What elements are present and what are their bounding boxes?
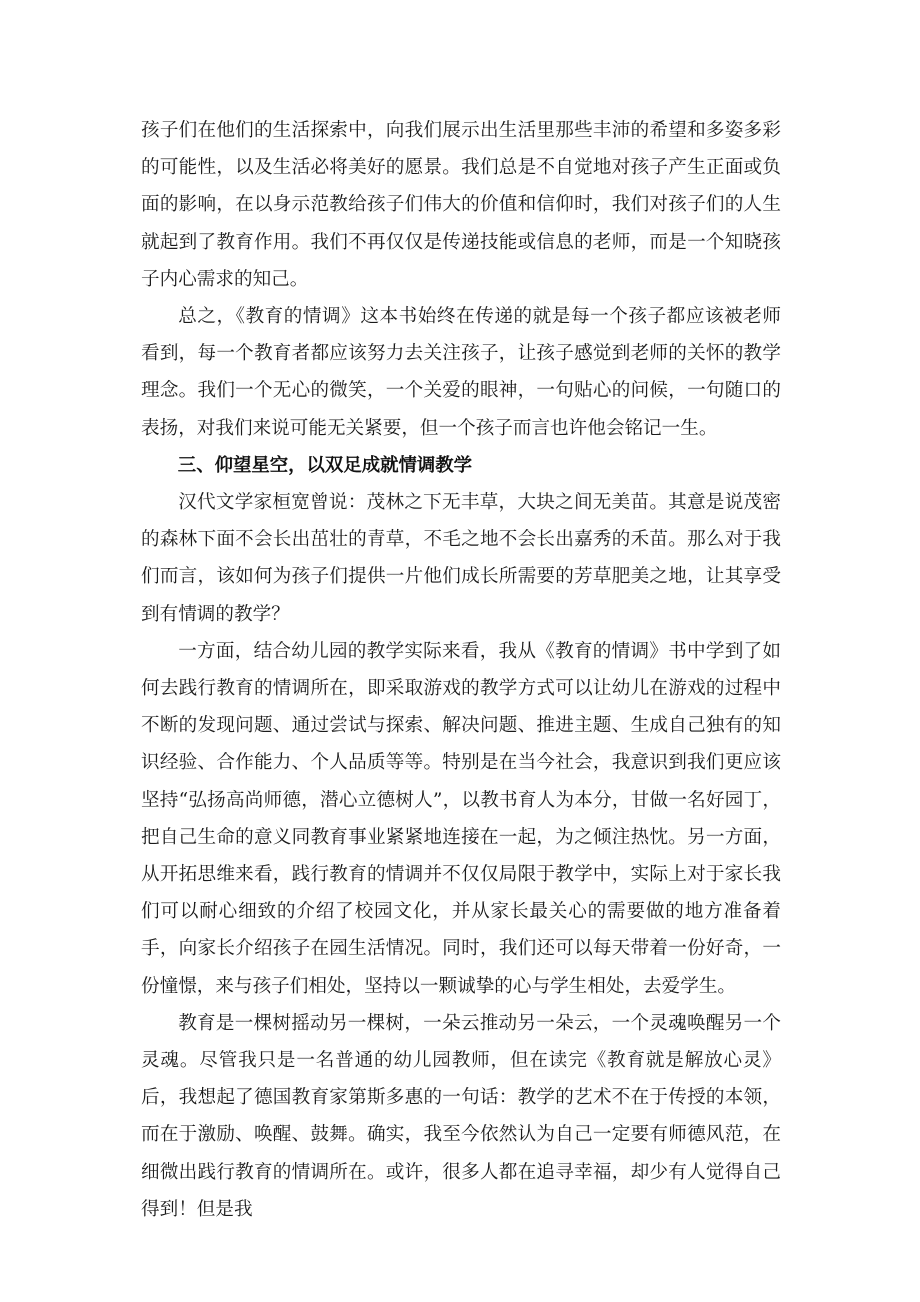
paragraph-continued: 孩子们在他们的生活探索中，向我们展示出生活里那些丰沛的希望和多姿多彩的可能性，以及生活必将美好的愿景。我们总是不自觉地对孩子产生正面或负面的影响，在以身示范教给孩子们伟大的价值和信仰时，我们对孩子们的人生就起到了教育作用。我们不再仅仅是传递技能或信息的老师，而是一个知晓孩子内心需求的知己。 <box>141 120 781 290</box>
paragraph-quote-huankuan: 汉代文学家桓宽曾说：茂林之下无丰草，大块之间无美苗。其意是说茂密的森林下面不会长出茁壮的青草，不毛之地不会长出嘉秀的禾苗。那么对于我们而言，该如何为孩子们提供一片他们成长所需要的芳草肥美之地，让其享受到有情调的教学？ <box>141 492 781 625</box>
paragraph-practice: 一方面，结合幼儿园的教学实际来看，我从《教育的情调》书中学到了如何去践行教育的情调所在，即采取游戏的教学方式可以让幼儿在游戏的过程中不断的发现问题、通过尝试与探索、解决问题、推进主题、生成自己独有的知识经验、合作能力、个人品质等等。特别是在当今社会，我意识到我们更应该坚持“弘扬高尚师德，潜心立德树人”，以教书育人为本分，甘做一名好园丁，把自己生命的意义同教育事业紧紧地连接在一起，为之倾注热忱。另一方面，从开拓思维来看，践行教育的情调并不仅仅局限于教学中，实际上对于家长我们可以耐心细致的介绍了校园文化，并从家长最关心的需要做的地方准备着手，向家长介绍孩子在园生活情况。同时，我们还可以每天带着一份好奇，一份憧憬，来与孩子们相处，坚持以一颗诚挚的心与学生相处，去爱学生。 <box>141 640 781 997</box>
section-heading: 三、仰望星空，以双足成就情调教学 <box>177 454 473 476</box>
document-body <box>141 112 781 1228</box>
paragraph-soul: 教育是一棵树摇动另一棵树，一朵云推动另一朵云，一个灵魂唤醒另一个灵魂。尽管我只是一名普通的幼儿园教师，但在读完《教育就是解放心灵》后，我想起了德国教育家第斯多惠的一句话：教学的艺术不在于传授的本领，而在于激励、唤醒、鼓舞。确实，我至今依然认为自己一定要有师德风范，在细微出践行教育的情调所在。或许，很多人都在追寻幸福，却少有人觉得自己得到！但是我 <box>141 1012 781 1220</box>
paragraph-summary: 总之，《教育的情调》这本书始终在传递的就是每一个孩子都应该被老师看到，每一个教育者都应该努力去关注孩子，让孩子感觉到老师的关怀的教学理念。我们一个无心的微笑，一个关爱的眼神，一句贴心的问候，一句随口的表扬，对我们来说可能无关紧要，但一个孩子而言也许他会铭记一生。 <box>141 306 781 439</box>
